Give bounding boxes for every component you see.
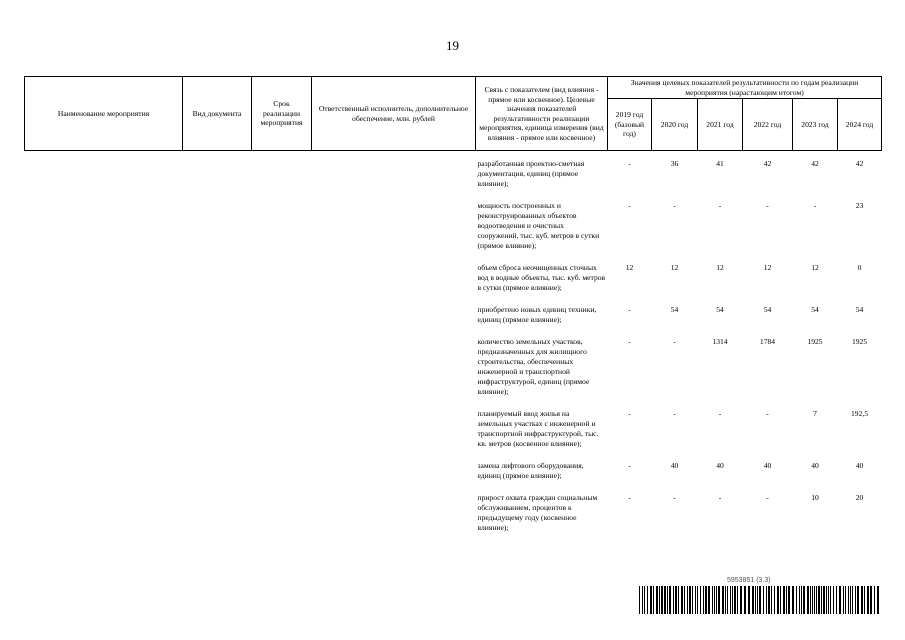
barcode-bar — [843, 586, 844, 614]
barcode-bar — [803, 586, 805, 614]
barcode-bar — [867, 586, 869, 614]
barcode-bar — [861, 586, 863, 614]
barcode-bar — [768, 586, 770, 614]
value-cell: - — [673, 201, 676, 210]
barcode-image — [639, 586, 879, 614]
barcode-bar — [644, 586, 645, 614]
value-cell: 1925 — [851, 337, 868, 346]
value-cell: 42 — [855, 159, 864, 168]
header-year: 2021 год — [698, 99, 743, 151]
value-cell: 12 — [716, 263, 724, 272]
value-cell: 42 — [811, 159, 819, 168]
barcode-bar — [786, 586, 787, 614]
value-cell: - — [628, 337, 631, 346]
value-cell: - — [766, 409, 769, 418]
table-row — [25, 337, 882, 409]
header-executor: Ответственный исполнитель, дополнительное обеспечение, млн. рублей — [312, 77, 476, 151]
value-cell: 7 — [813, 409, 817, 418]
table-row — [25, 263, 882, 305]
value-cell: 20 — [855, 493, 864, 502]
header-link: Связь с показателем (вид влияния - прямое или косвенное). Целевые значения показателей результативности реализации мероприятия, единица измерения (вид влияния - прямое или косвенное) — [476, 77, 608, 151]
barcode-bar — [807, 586, 809, 614]
barcode-bar — [712, 586, 713, 614]
value-cell: - — [673, 337, 676, 346]
barcode-bar — [874, 586, 875, 614]
header-name: Наименование мероприятия — [25, 77, 183, 151]
barcode-bar — [870, 586, 872, 614]
value-cell: 23 — [855, 201, 864, 210]
barcode-label: 5953851 (3.3) — [727, 577, 771, 584]
indicator-text: разработанная проектно-сметная документация, единиц (прямое влияние); — [477, 159, 585, 188]
barcode-bar — [714, 586, 715, 614]
value-cell: 12 — [811, 263, 819, 272]
barcode-bar — [687, 586, 688, 614]
barcode-bar — [659, 586, 660, 614]
barcode-bar — [752, 586, 754, 614]
barcode-bar — [848, 586, 849, 614]
barcode-bar — [697, 586, 698, 614]
barcode-bar — [667, 586, 668, 614]
barcode-bar — [828, 586, 829, 614]
value-cell: - — [718, 493, 722, 502]
value-cell: 12 — [625, 263, 634, 272]
barcode-bar — [774, 586, 775, 614]
barcode-bar — [818, 586, 820, 614]
table-row — [25, 151, 882, 202]
barcode-bar — [647, 586, 648, 614]
value-cell: 192,5 — [850, 409, 869, 418]
barcode-bar — [852, 586, 853, 614]
page-number: 19 — [446, 38, 459, 53]
barcode-bar — [669, 586, 671, 614]
value-cell: - — [628, 461, 631, 470]
barcode-bar — [780, 586, 781, 614]
value-cell: 40 — [763, 461, 772, 470]
indicator-text: объем сброса неочищенных сточных вод в водные объекты, тыс. куб. метров в сутки (прямое влияние); — [477, 263, 606, 292]
barcode-bar — [725, 586, 726, 614]
barcode-bar — [689, 586, 691, 614]
barcode-bar — [812, 586, 813, 614]
barcode-bar — [716, 586, 717, 614]
value-cell: - — [628, 305, 631, 314]
barcode-bar — [744, 586, 746, 614]
table-row — [25, 409, 882, 461]
barcode-bar — [877, 586, 879, 614]
barcode-bar — [826, 586, 827, 614]
value-cell: 12 — [763, 263, 772, 272]
value-cell: 54 — [811, 305, 819, 314]
value-cell: - — [628, 201, 631, 210]
value-cell: 54 — [763, 305, 772, 314]
barcode-bar — [864, 586, 865, 614]
barcode-bar — [661, 586, 663, 614]
barcode-bar — [766, 586, 767, 614]
value-cell: 41 — [716, 159, 724, 168]
barcode-bar — [771, 586, 772, 614]
barcode-bar — [755, 586, 756, 614]
value-cell: - — [766, 493, 769, 502]
table-body — [25, 151, 882, 546]
barcode-bar — [642, 586, 643, 614]
measures-table — [24, 76, 882, 545]
header-year: 2024 год — [838, 99, 882, 151]
barcode-bar — [681, 586, 683, 614]
value-cell: 54 — [670, 305, 679, 314]
value-cell: - — [673, 493, 676, 502]
header-year: 2020 год — [652, 99, 698, 151]
barcode-bar — [732, 586, 733, 614]
value-cell: 40 — [811, 461, 819, 470]
barcode-bar — [845, 586, 846, 614]
table-row — [25, 201, 882, 263]
barcode-bar — [748, 586, 750, 614]
barcode-bar — [692, 586, 693, 614]
barcode-bar — [855, 586, 856, 614]
barcode-bar — [801, 586, 802, 614]
barcode-bar — [708, 586, 710, 614]
barcode-bar — [833, 586, 834, 614]
indicator-text: количество земельных участков, предназначенных для жилищного строительства, обеспеченных инженерной и транспортной инфраструктурой, единиц (прямое влияние); — [477, 337, 590, 396]
barcode-bar — [673, 586, 674, 614]
barcode-bar — [737, 586, 738, 614]
indicator-text: приобретено новых единиц техники, единиц (прямое влияние); — [477, 305, 597, 324]
barcode-bar — [777, 586, 779, 614]
value-cell: 40 — [670, 461, 679, 470]
barcode-bar — [814, 586, 815, 614]
barcode-bar — [639, 586, 640, 614]
barcode-bar — [763, 586, 764, 614]
barcode-bar — [792, 586, 794, 614]
table-row — [25, 493, 882, 545]
value-cell: 12 — [670, 263, 679, 272]
value-cell: 1925 — [807, 337, 823, 346]
barcode-bar — [757, 586, 758, 614]
barcode-bar — [684, 586, 685, 614]
value-cell: 1314 — [712, 337, 728, 346]
barcode-bar — [821, 586, 822, 614]
barcode-bar — [703, 586, 704, 614]
indicator-text: мощность построенных и реконструированных объектов водоотведения и очистных сооружений, тыс. куб. метров в сутки (прямое влияние); — [477, 201, 600, 250]
header-year: 2019 год (базовый год) — [608, 99, 652, 151]
barcode-bar — [816, 586, 817, 614]
barcode-bar — [759, 586, 761, 614]
barcode-bar — [705, 586, 707, 614]
header-doc-type: Вид документа — [183, 77, 252, 151]
indicator-text: замена лифтового оборудования, единиц (прямое влияние); — [477, 461, 584, 480]
barcode-bar — [664, 586, 666, 614]
barcode-bar — [783, 586, 785, 614]
header-values-group: Значения целевых показателей результативности по годам реализации мероприятия (нарастающим итогом) — [608, 77, 882, 99]
barcode-bar — [734, 586, 736, 614]
barcode-bar — [722, 586, 724, 614]
value-cell: 40 — [716, 461, 724, 470]
barcode-bar — [857, 586, 859, 614]
table-row — [25, 461, 882, 493]
barcode-bar — [656, 586, 658, 614]
header-year: 2023 год — [793, 99, 838, 151]
indicator-text: планируемый ввод жилья на земельных участках с инженерной и транспортной инфраструктурой, тыс. кв. метров (косвенное влияние); — [477, 409, 599, 448]
header-term: Срок реализации мероприятия — [252, 77, 312, 151]
value-cell: 54 — [855, 305, 864, 314]
barcode-bar — [830, 586, 831, 614]
barcode-bar — [810, 586, 811, 614]
value-cell: - — [766, 201, 769, 210]
barcode-bar — [823, 586, 825, 614]
value-cell: - — [628, 493, 631, 502]
barcode-bar — [675, 586, 677, 614]
value-cell: 36 — [670, 159, 679, 168]
barcode-bar — [796, 586, 797, 614]
barcode-bar — [653, 586, 654, 614]
barcode-bar — [839, 586, 841, 614]
barcode-bar — [718, 586, 720, 614]
barcode-bar — [799, 586, 800, 614]
table-row — [25, 305, 882, 337]
barcode-bar — [788, 586, 790, 614]
value-cell: - — [628, 409, 631, 418]
value-cell: 40 — [855, 461, 864, 470]
barcode-bar — [695, 586, 696, 614]
header-year: 2022 год — [743, 99, 793, 151]
value-cell: 10 — [811, 493, 819, 502]
value-cell: - — [718, 409, 722, 418]
value-cell: - — [628, 159, 631, 168]
value-cell: 42 — [763, 159, 772, 168]
value-cell: 0 — [857, 263, 862, 272]
barcode-bar — [700, 586, 701, 614]
indicator-text: прирост охвата граждан социальным обслуживанием, процентов к предыдущему году (косвенное влияние); — [477, 493, 598, 532]
barcode-bar — [836, 586, 837, 614]
value-cell: - — [813, 201, 817, 210]
barcode-bar — [850, 586, 851, 614]
barcode-bar — [730, 586, 731, 614]
table-header — [25, 77, 882, 151]
value-cell: - — [718, 201, 722, 210]
value-cell: 1784 — [759, 337, 776, 346]
value-cell: - — [673, 409, 676, 418]
value-cell: 54 — [716, 305, 724, 314]
barcode-bar — [740, 586, 742, 614]
barcode-bar — [678, 586, 679, 614]
barcode-bar — [650, 586, 652, 614]
barcode-bar — [727, 586, 728, 614]
